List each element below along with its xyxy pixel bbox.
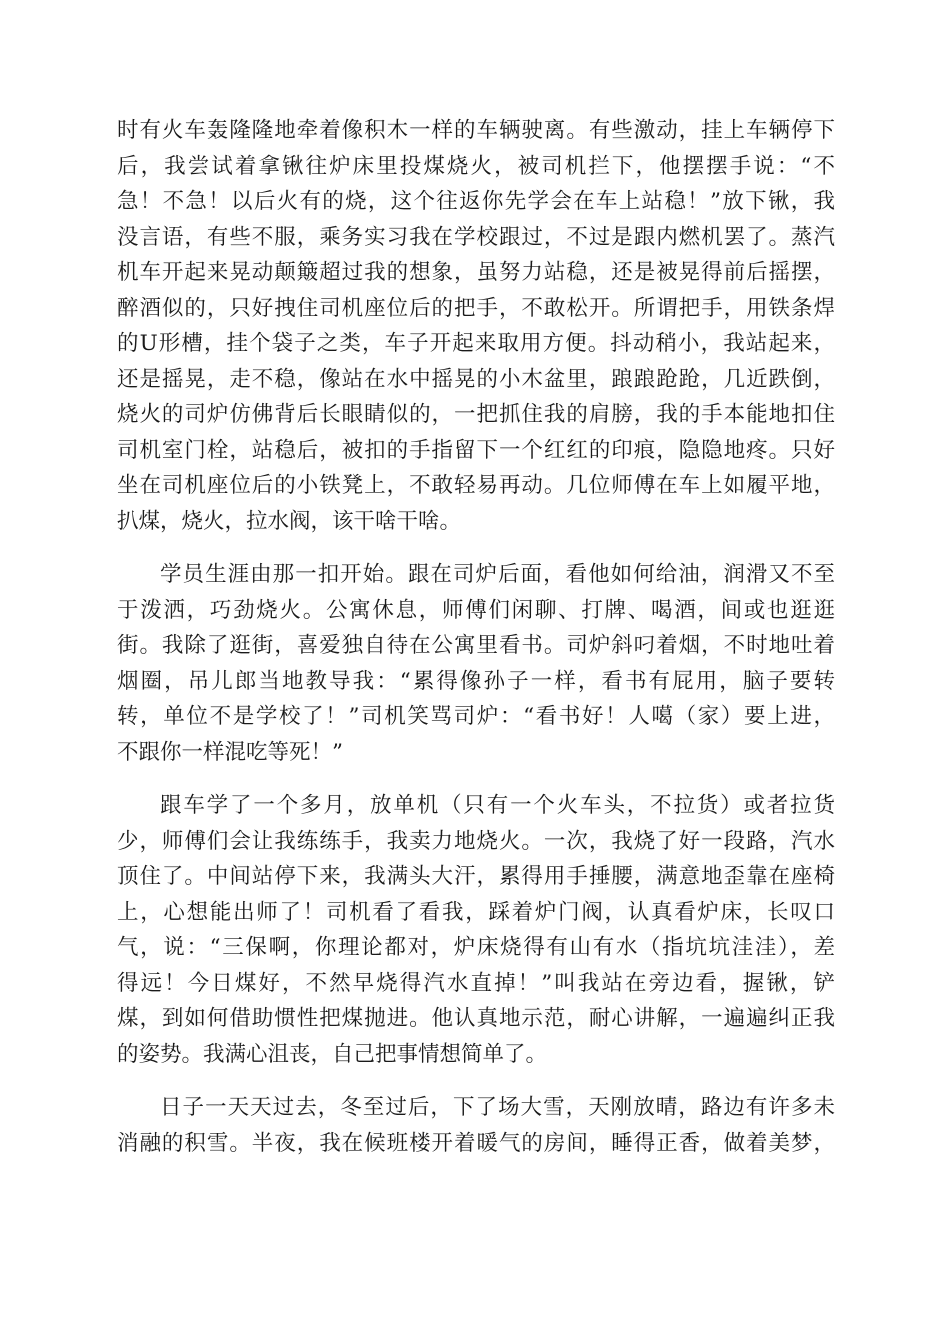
text-line: 气，说：“三保啊，你理论都对，炉床烧得有山有水（指坑坑洼洼），差 bbox=[117, 935, 835, 960]
text-line: 烧火的司炉仿佛背后长眼睛似的，一把抓住我的肩膀，我的手本能地扣住 bbox=[117, 402, 835, 427]
paragraph-gap bbox=[117, 770, 835, 788]
paragraph bbox=[117, 113, 835, 539]
text-line: 烟圈，吊儿郎当地教导我：“累得像孙子一样，看书有屁用，脑子要转 bbox=[117, 668, 835, 694]
text-line: 少，师傅们会让我练练手，我卖力地烧火。一次，我烧了好一段路，汽水 bbox=[117, 828, 835, 854]
text-line: 扒煤，烧火，拉水阀，该干啥干啥。 bbox=[117, 508, 462, 534]
text-line: 学员生涯由那一扣开始。跟在司炉后面，看他如何给油，润滑又不至 bbox=[160, 562, 835, 587]
text-line: 顶住了。中间站停下来，我满头大汗，累得用手捶腰，满意地歪靠在座椅 bbox=[117, 864, 835, 889]
text-line: 没言语，有些不服，乘务实习我在学校跟过，不过是跟内燃机罢了。蒸汽 bbox=[117, 224, 835, 250]
paragraph bbox=[117, 1090, 835, 1161]
text-line: 跟车学了一个多月，放单机（只有一个火车头，不拉货）或者拉货 bbox=[160, 793, 835, 818]
text-line: 街。我除了逛街，喜爱独自待在公寓里看书。司炉斜叼着烟，不时地吐着 bbox=[117, 633, 835, 658]
text-line: 后，我尝试着拿锹往炉床里投煤烧火，被司机拦下，他摆摆手说：“不 bbox=[117, 153, 835, 179]
text-line: 坐在司机座位后的小铁凳上，不敢轻易再动。几位师傅在车上如履平地， bbox=[117, 473, 835, 498]
text-line: 上，心想能出师了！司机看了看我，踩着炉门阀，认真看炉床，长叹口 bbox=[117, 899, 835, 925]
text-line: 煤，到如何借助惯性把煤抛进。他认真地示范，耐心讲解，一遍遍纠正我 bbox=[117, 1006, 835, 1031]
text-line: 司机室门栓，站稳后，被扣的手指留下一个红红的印痕，隐隐地疼。只好 bbox=[117, 437, 835, 463]
text-line: 于泼洒，巧劲烧火。公寓休息，师傅们闲聊、打牌、喝酒，间或也逛逛 bbox=[117, 597, 835, 623]
text-line: 消融的积雪。半夜，我在候班楼开着暖气的房间，睡得正香，做着美梦， bbox=[117, 1130, 835, 1156]
text-line: 时有火车轰隆隆地牵着像积木一样的车辆驶离。有些激动，挂上车辆停下 bbox=[117, 118, 835, 143]
text-line: 醉酒似的，只好拽住司机座位后的把手，不敢松开。所谓把手，用铁条焊 bbox=[117, 295, 835, 321]
text-line: 得远！今日煤好，不然早烧得汽水直掉！”叫我站在旁边看，握锹，铲 bbox=[117, 970, 835, 996]
text-line: 的姿势。我满心沮丧，自己把事情想简单了。 bbox=[117, 1041, 548, 1067]
paragraph-gap bbox=[117, 539, 835, 557]
text-line: 转，单位不是学校了！”司机笑骂司炉：“看书好！人噶（家）要上进， bbox=[117, 704, 835, 729]
text-line: 的U形槽，挂个袋子之类，车子开起来取用方便。抖动稍小，我站起来， bbox=[117, 331, 835, 356]
text-line: 不跟你一样混吃等死！” bbox=[117, 739, 343, 765]
text-line: 急！不急！以后火有的烧，这个往返你先学会在车上站稳！”放下锹，我 bbox=[117, 189, 835, 214]
document-body bbox=[117, 113, 835, 1161]
paragraph-gap bbox=[117, 1072, 835, 1090]
text-line: 还是摇晃，走不稳，像站在水中摇晃的小木盆里，踉踉跄跄，几近跌倒， bbox=[117, 366, 835, 392]
paragraph bbox=[117, 557, 835, 770]
paragraph bbox=[117, 788, 835, 1072]
text-line: 日子一天天过去，冬至过后，下了场大雪，天刚放晴，路边有许多未 bbox=[160, 1095, 835, 1120]
text-line: 机车开起来晃动颠簸超过我的想象，虽努力站稳，还是被晃得前后摇摆， bbox=[117, 260, 835, 285]
